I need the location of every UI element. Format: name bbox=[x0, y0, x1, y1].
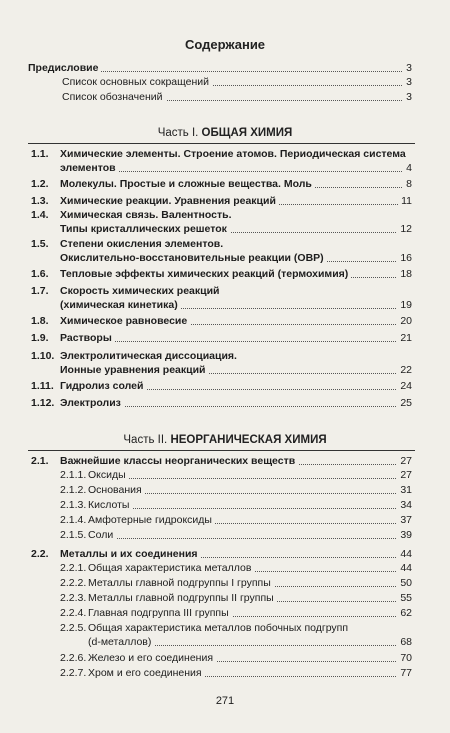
toc-entry-number: 1.12. bbox=[31, 397, 55, 409]
toc-entry-page: 19 bbox=[397, 299, 412, 312]
toc-entry-page: 68 bbox=[397, 636, 412, 649]
toc-entry-label: Общая характеристика металлов побочных подгрупп bbox=[88, 622, 351, 634]
toc-entry-number: 2.2.6. bbox=[60, 652, 87, 664]
toc-entry-label: Степени окисления элементов. bbox=[60, 238, 226, 250]
toc-entry-number: 2.2.4. bbox=[60, 607, 87, 619]
toc-entry-label: Амфотерные гидроксиды bbox=[88, 514, 215, 526]
toc-entry-number: 2.1.2. bbox=[60, 484, 87, 496]
toc-entry-page: 21 bbox=[397, 332, 412, 345]
toc-entry-number: 1.5. bbox=[31, 238, 49, 250]
toc-entry-page: 11 bbox=[398, 195, 412, 208]
toc-entry-label: Химическая связь. Валентность. bbox=[60, 209, 235, 221]
toc-entry-label-continued: (d-металлов) bbox=[88, 636, 154, 648]
toc-entry-label: Растворы bbox=[60, 332, 115, 344]
toc-entry-label: Список обозначений bbox=[62, 91, 166, 103]
toc-entry-page: 3 bbox=[403, 76, 412, 89]
page-number: 271 bbox=[215, 695, 235, 707]
part-prefix: Часть I. bbox=[157, 127, 199, 139]
toc-entry-label: Важнейшие классы неорганических веществ bbox=[60, 455, 298, 467]
toc-entry-page: 44 bbox=[397, 562, 412, 575]
toc-entry-page: 22 bbox=[397, 364, 412, 377]
toc-entry-page: 34 bbox=[397, 499, 412, 512]
toc-entry-label: Химическое равновесие bbox=[60, 315, 190, 327]
toc-entry-label-continued: Ионные уравнения реакций bbox=[60, 364, 209, 376]
toc-entry-number: 1.7. bbox=[31, 285, 49, 297]
toc-entry-number: 2.2.2. bbox=[60, 577, 87, 589]
toc-entry-number: 2.1. bbox=[31, 455, 49, 467]
toc-entry-page: 50 bbox=[397, 577, 412, 590]
toc-entry-label: Скорость химических реакций bbox=[60, 285, 223, 297]
toc-entry-label: Список основных сокращений bbox=[62, 76, 212, 88]
toc-entry-number: 1.3. bbox=[31, 195, 49, 207]
toc-entry-page: 3 bbox=[403, 62, 412, 75]
toc-entry-page: 24 bbox=[397, 380, 412, 393]
toc-entry-label: Молекулы. Простые и сложные вещества. Моль bbox=[60, 178, 315, 190]
toc-entry-page: 62 bbox=[397, 607, 412, 620]
toc-entry-page: 77 bbox=[397, 667, 412, 680]
toc-entry-label: Тепловые эффекты химических реакций (термохимия) bbox=[60, 268, 351, 280]
toc-entry-label: Оксиды bbox=[88, 469, 129, 481]
toc-entry-page: 18 bbox=[397, 268, 412, 281]
toc-entry-number: 2.1.1. bbox=[60, 469, 87, 481]
toc-entry-number: 1.8. bbox=[31, 315, 49, 327]
toc-entry-label-continued: (химическая кинетика) bbox=[60, 299, 181, 311]
toc-entry-label: Кислоты bbox=[88, 499, 132, 511]
part-name: НЕОРГАНИЧЕСКАЯ ХИМИЯ bbox=[170, 434, 327, 446]
toc-entry-page: 25 bbox=[397, 397, 412, 410]
toc-entry-label: Главная подгруппа III группы bbox=[88, 607, 232, 619]
toc-entry-label-continued: Окислительно-восстановительные реакции (ОВР) bbox=[60, 252, 327, 264]
toc-entry-page: 4 bbox=[403, 162, 412, 175]
toc-entry-label-continued: элементов bbox=[60, 162, 119, 174]
toc-entry-number: 1.10. bbox=[31, 350, 55, 362]
toc-entry-number: 2.2. bbox=[31, 548, 49, 560]
toc-entry-page: 27 bbox=[397, 455, 412, 468]
toc-entry-page: 37 bbox=[397, 514, 412, 527]
toc-entry-number: 2.1.5. bbox=[60, 529, 87, 541]
toc-entry-label: Гидролиз солей bbox=[60, 380, 146, 392]
toc-entry-number: 2.2.1. bbox=[60, 562, 87, 574]
toc-entry-number: 2.2.7. bbox=[60, 667, 87, 679]
page-title: Содержание bbox=[184, 37, 266, 52]
toc-entry-page: 3 bbox=[403, 91, 412, 104]
toc-entry-label: Металлы и их соединения bbox=[60, 548, 201, 560]
toc-entry-number: 2.1.3. bbox=[60, 499, 87, 511]
toc-entry-label: Химические реакции. Уравнения реакций bbox=[60, 195, 279, 207]
part-divider-1 bbox=[28, 143, 415, 144]
toc-entry-label: Электролиз bbox=[60, 397, 124, 409]
toc-entry-page: 27 bbox=[397, 469, 412, 482]
toc-entry-label: Хром и его соединения bbox=[88, 667, 205, 679]
toc-entry-page: 44 bbox=[397, 548, 412, 561]
toc-entry-label: Предисловие bbox=[28, 62, 101, 74]
toc-entry-label: Соли bbox=[88, 529, 116, 541]
toc-entry-label: Металлы главной подгруппы I группы bbox=[88, 577, 274, 589]
part-name: ОБЩАЯ ХИМИЯ bbox=[201, 127, 293, 139]
toc-entry-label: Основания bbox=[88, 484, 145, 496]
toc-entry-label: Химические элементы. Строение атомов. Периодическая система bbox=[60, 148, 409, 160]
part-prefix: Часть II. bbox=[123, 434, 168, 446]
toc-entry-number: 1.2. bbox=[31, 178, 49, 190]
toc-entry-number: 2.2.5. bbox=[60, 622, 87, 634]
toc-entry-number: 2.1.4. bbox=[60, 514, 87, 526]
toc-entry-page: 55 bbox=[397, 592, 412, 605]
part-heading-1 bbox=[0, 127, 450, 139]
toc-entry-label: Электролитическая диссоциация. bbox=[60, 350, 240, 362]
part-divider-2 bbox=[28, 450, 415, 451]
toc-entry-number: 2.2.3. bbox=[60, 592, 87, 604]
toc-entry-page: 39 bbox=[397, 529, 412, 542]
toc-entry-label-continued: Типы кристаллических решеток bbox=[60, 223, 230, 235]
toc-entry-number: 1.4. bbox=[31, 209, 49, 221]
part-heading-2 bbox=[0, 434, 450, 446]
toc-entry-page: 20 bbox=[397, 315, 412, 328]
toc-entry-number: 1.1. bbox=[31, 148, 49, 160]
toc-entry-page: 16 bbox=[397, 252, 412, 265]
toc-entry-number: 1.9. bbox=[31, 332, 49, 344]
toc-entry-label: Железо и его соединения bbox=[88, 652, 216, 664]
toc-entry-page: 31 bbox=[397, 484, 412, 497]
toc-entry-label: Металлы главной подгруппы II группы bbox=[88, 592, 277, 604]
toc-entry-page: 70 bbox=[397, 652, 412, 665]
toc-entry-page: 12 bbox=[397, 223, 412, 236]
toc-entry-label: Общая характеристика металлов bbox=[88, 562, 254, 574]
toc-entry-page: 8 bbox=[403, 178, 412, 191]
toc-entry-number: 1.6. bbox=[31, 268, 49, 280]
toc-entry-number: 1.11. bbox=[31, 380, 54, 392]
